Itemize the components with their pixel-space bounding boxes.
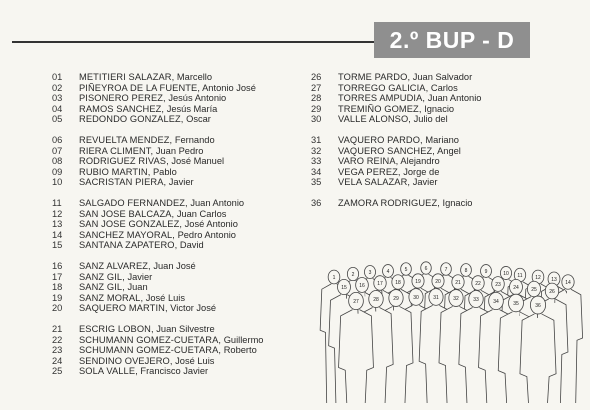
student-number: 18: [52, 282, 63, 292]
student-given-name: Julio del: [413, 114, 448, 124]
student-number: 31: [311, 135, 322, 145]
student-number: 19: [52, 292, 63, 303]
student-row: [311, 93, 571, 104]
class-photo-key-figure: [306, 257, 584, 403]
student-given-name: Marcello: [176, 72, 213, 82]
student-row: [52, 114, 302, 125]
person-number-label: 18: [395, 280, 401, 286]
student-surname: SANZ MORAL,: [79, 292, 144, 303]
student-row: [311, 72, 571, 83]
student-given-name: Victor José: [170, 303, 217, 313]
student-given-name: Carlos: [430, 82, 458, 93]
student-row: [52, 209, 302, 220]
student-list-right: [311, 72, 571, 219]
student-given-name: Pablo: [152, 166, 177, 177]
student-given-name: Alejandro: [400, 156, 440, 166]
student-row: [52, 345, 302, 356]
student-given-name: Juan: [127, 282, 148, 292]
student-surname: SACRISTAN PIERA,: [79, 177, 167, 187]
person-number-label: 28: [373, 297, 379, 303]
student-row: [311, 83, 571, 94]
student-surname: SANTANA ZAPATERO,: [79, 240, 178, 250]
student-given-name: Juan Pedro: [155, 145, 204, 156]
student-number: 05: [52, 114, 63, 124]
student-row: [52, 177, 302, 188]
student-number: 13: [52, 219, 63, 229]
student-row: [311, 167, 571, 178]
student-given-name: Jesús Antonio: [168, 93, 227, 103]
person-number-label: 17: [377, 281, 383, 287]
student-number: 11: [52, 198, 62, 208]
student-given-name: Javier: [168, 177, 194, 187]
student-surname: SAQUERO MARTIN,: [79, 303, 168, 313]
person-number-label: 10: [503, 271, 509, 277]
person-number-label: 5: [404, 267, 408, 273]
student-number: 33: [311, 156, 322, 166]
student-given-name: Oscar: [186, 114, 211, 124]
student-number: 24: [52, 355, 63, 366]
person-number-label: 30: [413, 295, 419, 301]
student-number: 30: [311, 114, 322, 124]
student-surname: SAN JOSE GONZALEZ,: [79, 219, 183, 229]
person-number-label: 34: [493, 299, 499, 305]
student-row: [52, 72, 302, 83]
student-given-name: José Antonio: [184, 219, 238, 229]
person-number-label: 12: [535, 275, 541, 281]
student-number: 29: [311, 103, 322, 114]
student-row: [52, 167, 302, 178]
student-surname: SOLA VALLE,: [79, 366, 138, 376]
student-given-name: Juan Antonio: [190, 198, 245, 208]
student-surname: PIÑEYROA DE LA FUENTE,: [79, 82, 201, 93]
student-row: [311, 135, 571, 146]
student-row: [52, 198, 302, 209]
student-given-name: Jorge de: [403, 166, 440, 177]
student-surname: SANZ GIL,: [79, 271, 125, 282]
person-number-label: 25: [531, 287, 537, 293]
student-row: [52, 261, 302, 272]
person-number-label: 36: [535, 303, 541, 309]
student-given-name: Ignacio: [424, 103, 455, 114]
student-number: 22: [52, 334, 63, 345]
student-number: 16: [52, 261, 63, 271]
student-number: 02: [52, 82, 63, 93]
student-list-left: [52, 72, 302, 387]
student-row: [52, 135, 302, 146]
student-number: 34: [311, 166, 322, 177]
student-surname: METITIERI SALAZAR,: [79, 72, 175, 82]
student-surname: REVUELTA MENDEZ,: [79, 135, 173, 145]
student-number: 21: [52, 324, 63, 334]
student-group: [52, 72, 302, 125]
student-surname: SANCHEZ MAYORAL,: [79, 229, 175, 240]
student-surname: RAMOS SANCHEZ,: [79, 103, 165, 114]
student-number: 15: [52, 240, 63, 250]
student-number: 01: [52, 72, 63, 82]
student-given-name: Jesús María: [166, 103, 218, 114]
student-number: 20: [52, 303, 63, 313]
student-surname: SENDINO OVEJERO,: [79, 355, 173, 366]
person-number-label: 13: [551, 277, 557, 283]
student-given-name: Javier: [412, 177, 438, 187]
student-number: 04: [52, 103, 63, 114]
student-row: [311, 104, 571, 115]
student-row: [52, 93, 302, 104]
student-surname: VEGA PEREZ,: [338, 166, 401, 177]
student-number: 27: [311, 82, 322, 93]
student-row: [52, 282, 302, 293]
student-given-name: Juan Silvestre: [156, 324, 215, 334]
person-number-label: 26: [549, 289, 555, 295]
student-row: [52, 230, 302, 241]
person-number-label: 24: [513, 285, 519, 291]
student-given-name: Roberto: [223, 345, 257, 355]
student-surname: TORRES AMPUDIA,: [338, 93, 426, 103]
student-row: [52, 324, 302, 335]
student-surname: RUBIO MARTIN,: [79, 166, 151, 177]
student-group: [52, 198, 302, 251]
student-surname: TREMIÑO GOMEZ,: [338, 103, 422, 114]
person-number-label: 7: [444, 267, 448, 273]
student-number: 28: [311, 93, 322, 103]
person-number-label: 9: [484, 269, 488, 275]
student-row: [52, 240, 302, 251]
student-given-name: Angel: [437, 145, 461, 156]
student-number: 25: [52, 366, 63, 376]
person-number-label: 3: [368, 270, 372, 276]
student-number: 03: [52, 93, 63, 103]
student-surname: SANZ ALVAREZ,: [79, 261, 151, 271]
student-row: [52, 335, 302, 346]
person-number-label: 16: [359, 283, 365, 289]
student-surname: VELA SALAZAR,: [338, 177, 411, 187]
student-surname: ZAMORA RODRIGUEZ,: [338, 198, 440, 208]
student-given-name: Juan José: [153, 261, 196, 271]
student-row: [52, 303, 302, 314]
student-surname: SCHUMANN GOMEZ-CUETARA,: [79, 345, 222, 355]
student-number: 35: [311, 177, 322, 187]
student-row: [52, 293, 302, 304]
student-group: [311, 72, 571, 125]
student-row: [52, 356, 302, 367]
person-number-label: 33: [473, 297, 479, 303]
student-row: [52, 83, 302, 94]
student-given-name: Juan Antonio: [427, 93, 482, 103]
student-given-name: Fernando: [174, 135, 215, 145]
student-given-name: Juan Carlos: [176, 208, 227, 219]
student-number: 17: [52, 271, 63, 282]
student-surname: SAN JOSE BALCAZA,: [79, 208, 175, 219]
header-rule: [12, 41, 374, 43]
person-number-label: 27: [353, 299, 359, 305]
student-row: [52, 146, 302, 157]
student-given-name: Javier: [127, 271, 153, 282]
student-surname: ESCRIG LOBON,: [79, 324, 154, 334]
student-group: [311, 135, 571, 188]
person-number-label: 11: [517, 273, 523, 279]
person-number-label: 31: [433, 295, 439, 301]
class-title-badge: 2.º BUP - D: [374, 22, 530, 58]
student-surname: SALGADO FERNANDEZ,: [79, 198, 188, 208]
student-group: [52, 135, 302, 188]
student-given-name: Francisco Javier: [140, 366, 209, 376]
student-surname: VAQUERO SANCHEZ,: [338, 145, 435, 156]
student-surname: VALLE ALONSO,: [338, 114, 411, 124]
student-given-name: Juan Salvador: [412, 72, 473, 82]
student-given-name: José Manuel: [171, 156, 225, 166]
person-number-label: 32: [453, 296, 459, 302]
student-surname: SCHUMANN GOMEZ-CUETARA,: [79, 334, 222, 345]
student-number: 14: [52, 229, 63, 240]
student-given-name: Guillermo: [223, 334, 264, 345]
student-row: [52, 156, 302, 167]
student-number: 10: [52, 177, 63, 187]
person-number-label: 14: [565, 280, 571, 286]
student-surname: RIERA CLIMENT,: [79, 145, 154, 156]
student-given-name: Antonio José: [202, 82, 256, 93]
student-surname: VARO REINA,: [338, 156, 399, 166]
student-number: 32: [311, 145, 322, 156]
student-given-name: José Luis: [145, 292, 185, 303]
person-number-label: 23: [495, 282, 501, 288]
student-surname: REDONDO GONZALEZ,: [79, 114, 184, 124]
student-row: [311, 177, 571, 188]
student-given-name: Mariano: [425, 135, 459, 145]
student-surname: TORREGO GALICIA,: [338, 82, 429, 93]
student-number: 07: [52, 145, 63, 156]
student-row: [52, 366, 302, 377]
person-number-label: 29: [393, 296, 399, 302]
student-group: [52, 324, 302, 377]
student-given-name: Pedro Antonio: [177, 229, 236, 240]
student-row: [311, 198, 571, 209]
student-row: [52, 272, 302, 283]
student-surname: RODRIGUEZ RIVAS,: [79, 156, 169, 166]
student-surname: VAQUERO PARDO,: [338, 135, 423, 145]
student-given-name: David: [179, 240, 204, 250]
student-number: 12: [52, 208, 63, 219]
student-group: [311, 198, 571, 209]
person-number-label: 6: [424, 266, 428, 272]
student-number: 23: [52, 345, 63, 355]
student-number: 36: [311, 198, 322, 208]
student-row: [311, 114, 571, 125]
person-number-label: 2: [351, 272, 355, 278]
student-surname: PISONERO PEREZ,: [79, 93, 166, 103]
student-row: [311, 156, 571, 167]
student-number: 06: [52, 135, 63, 145]
person-number-label: 21: [455, 280, 461, 286]
person-number-label: 22: [475, 281, 481, 287]
person-number-label: 1: [332, 275, 336, 281]
student-row: [52, 104, 302, 115]
student-number: 09: [52, 166, 63, 177]
person-number-label: 4: [386, 269, 390, 275]
person-number-label: 35: [513, 301, 519, 307]
student-number: 08: [52, 156, 63, 166]
student-row: [311, 146, 571, 157]
student-row: [52, 219, 302, 230]
person-number-label: 19: [415, 279, 421, 285]
student-surname: SANZ GIL,: [79, 282, 125, 292]
person-number-label: 15: [341, 285, 347, 291]
student-given-name: Ignacio: [442, 198, 473, 208]
student-surname: TORME PARDO,: [338, 72, 411, 82]
person-number-label: 20: [435, 279, 441, 285]
student-group: [52, 261, 302, 314]
person-number-label: 8: [464, 268, 468, 274]
student-number: 26: [311, 72, 322, 82]
student-given-name: José Luis: [175, 355, 215, 366]
